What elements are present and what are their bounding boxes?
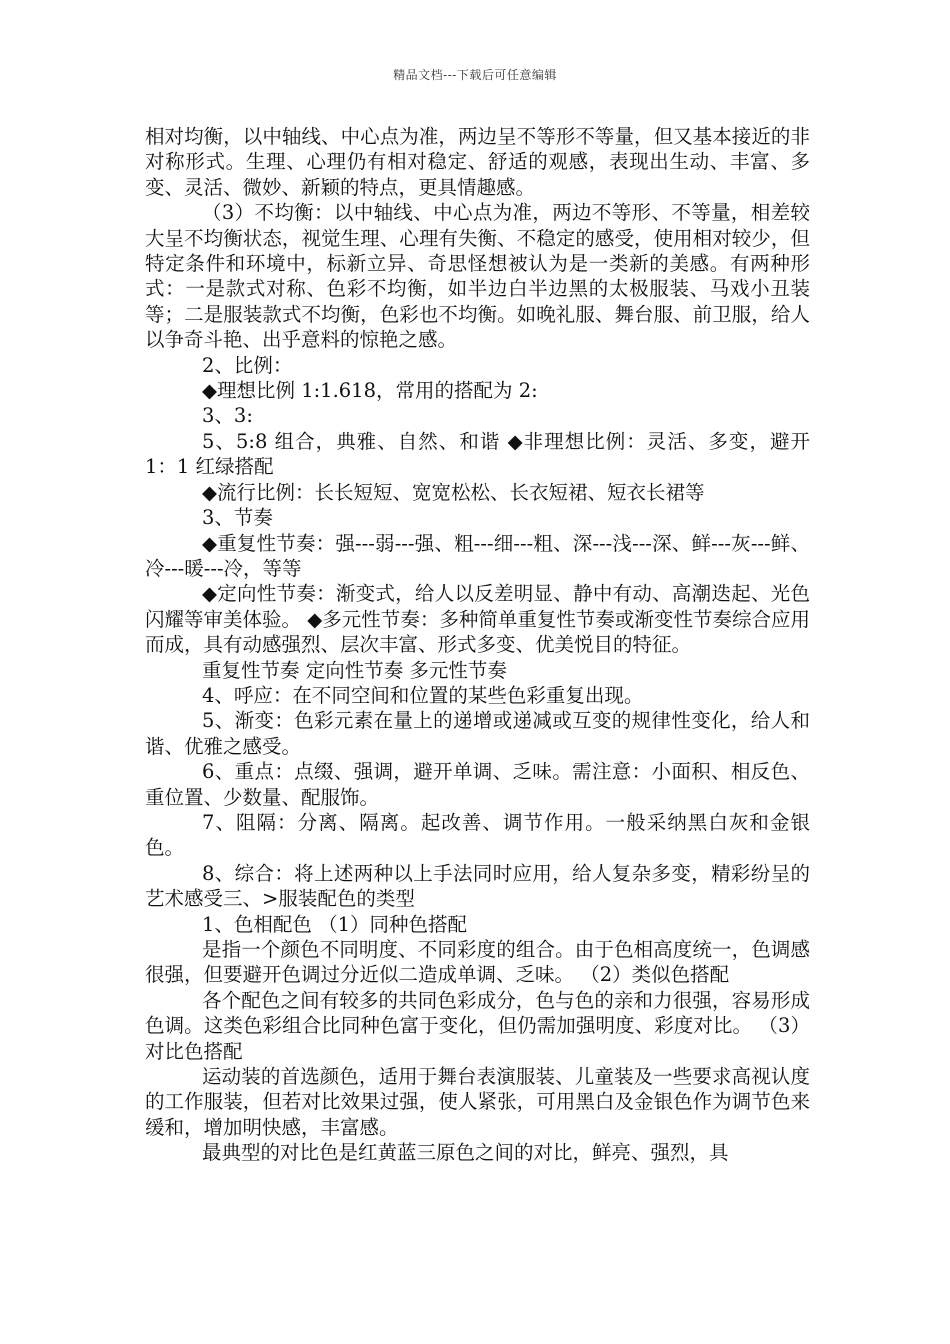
paragraph: 最典型的对比色是红黄蓝三原色之间的对比，鲜亮、强烈，具	[202, 1141, 729, 1165]
paragraph: ◆定向性节奏：渐变式，给人以反差明显、静中有动、高潮迭起、光色闪耀等审美体验。 ◆多元性节奏：多种简单重复性节奏或渐变性节奏综合应用而成，具有动感强烈、层次丰富、形式多变、优美悦目的特征。	[145, 582, 810, 657]
document-body	[145, 124, 810, 1166]
paragraph: 重复性节奏 定向性节奏 多元性节奏	[202, 658, 507, 682]
paragraph: 5、渐变：色彩元素在量上的递增或递减或互变的规律性变化，给人和谐、优雅之感受。	[145, 709, 810, 758]
page-header: 精品文档---下载后可任意编辑	[393, 68, 557, 82]
paragraph: 4、呼应：在不同空间和位置的某些色彩重复出现。	[202, 683, 644, 707]
paragraph: 3、节奏	[202, 506, 273, 530]
paragraph: 8、综合：将上述两种以上手法同时应用，给人复杂多变，精彩纷呈的艺术感受三、>服装配色的类型	[145, 861, 810, 911]
paragraph: ◆流行比例：长长短短、宽宽松松、长衣短裙、短衣长裙等	[202, 480, 705, 504]
paragraph: 各个配色之间有较多的共同色彩成分，色与色的亲和力很强，容易形成色调。这类色彩组合比同种色富于变化，但仍需加强明度、彩度对比。 （3）对比色搭配	[145, 988, 810, 1063]
paragraph: 2、比例：	[202, 353, 293, 377]
paragraph: 3、3:	[202, 404, 253, 428]
paragraph: 相对均衡，以中轴线、中心点为准，两边呈不等形不等量，但又基本接近的非对称形式。生理、心理仍有相对稳定、舒适的观感，表现出生动、丰富、多变、灵活、微妙、新颖的特点，更具情趣感。	[145, 125, 810, 199]
paragraph: 运动装的首选颜色，适用于舞台表演服装、儿童装及一些要求高视认度的工作服装，但若对比效果过强，使人紧张，可用黑白及金银色作为调节色来缓和，增加明快感，丰富感。	[145, 1065, 810, 1139]
paragraph: （3）不均衡：以中轴线、中心点为准，两边不等形、不等量，相差较大呈不均衡状态，视觉生理、心理有失衡、不稳定的感受，使用相对较少，但特定条件和环境中，标新立异、奇思怪想被认为是一类新的美感。有两种形式：一是款式对称、色彩不均衡，如半边白半边黑的太极服装、马戏小丑装等；二是服装款式不均衡，色彩也不均衡。如晚礼服、舞台服、前卫服，给人以争奇斗艳、出乎意料的惊艳之感。	[145, 201, 810, 352]
paragraph: 7、阻隔：分离、隔离。起改善、调节作用。一般采纳黑白灰和金银色。	[145, 810, 810, 860]
paragraph: 是指一个颜色不同明度、不同彩度的组合。由于色相高度统一，色调感很强，但要避开色调过分近似二造成单调、乏味。 （2）类似色搭配	[145, 938, 810, 987]
paragraph: 1、色相配色 （1）同种色搭配	[202, 912, 468, 936]
paragraph: ◆重复性节奏：强---弱---强、粗---细---粗、深---浅---深、鲜---灰---鲜、冷---暖---冷，等等	[145, 531, 810, 580]
paragraph: 5、5:8 组合，典雅、自然、和谐 ◆非理想比例：灵活、多变，避开 1：1 红绿搭配	[145, 429, 810, 479]
paragraph: 6、重点：点缀、强调，避开单调、乏味。需注意：小面积、相反色、重位置、少数量、配服饰。	[145, 760, 810, 809]
paragraph: ◆理想比例 1:1.618，常用的搭配为 2:	[202, 379, 538, 403]
